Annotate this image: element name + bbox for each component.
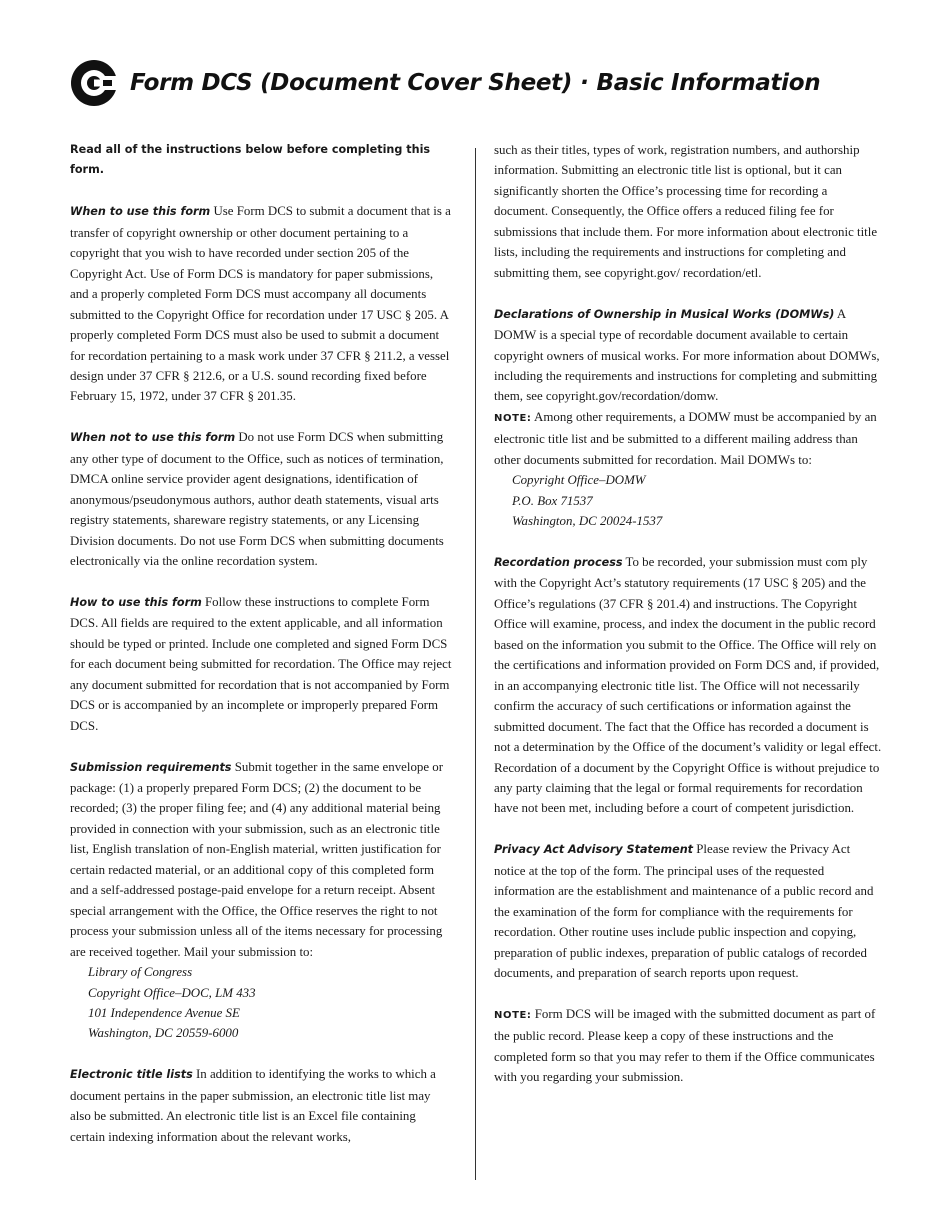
section-heading: Privacy Act Advisory Statement bbox=[494, 843, 694, 857]
intro-instruction: Read all of the instructions below before completing this form. bbox=[70, 143, 431, 177]
final-note bbox=[494, 1004, 884, 1088]
section-heading: Electronic title lists bbox=[70, 1068, 193, 1082]
note-label: NOTE: bbox=[494, 412, 532, 424]
electronic-title-lists-continued: such as their titles, types of work, registration numbers, and authorship information. Submitting an electronic title list is optional, but it can significantly shorten the Office’s processing time for recording a document. Consequently, the Office offers a reduced filing fee for submissions that include them. For more information about electronic title lists, including the requirements and instructions for completing and submitting them, see copyright.gov/ recordation/etl. bbox=[494, 143, 878, 280]
section-submission-requirements bbox=[70, 757, 452, 963]
section-how-to-use bbox=[70, 592, 452, 736]
section-heading: Submission requirements bbox=[70, 760, 232, 774]
domw-mailing-address bbox=[512, 470, 884, 531]
note-label: NOTE: bbox=[494, 1009, 532, 1021]
section-body: Submit together in the same envelope or package: (1) a properly prepared Form DCS; (2) the document to be recorded; (3) the proper filing fee; and (4) any additional material being provided in connection with your submission, such as an electronic title list, English translation of non-English material, written justification for certain redacted material, or an additional copy of this completed form and a self-addressed postage-paid envelope for a return receipt. Absent special arrangement with the Office, the Office reserves the right to not process your submission unless all of the items necessary for processing are received together. Mail your submission to: bbox=[70, 759, 444, 959]
left-column bbox=[70, 140, 452, 1168]
section-heading: How to use this form bbox=[70, 595, 202, 609]
domw-note bbox=[494, 407, 884, 470]
page-title bbox=[130, 70, 820, 96]
section-privacy-act bbox=[494, 839, 884, 983]
section-heading: Recordation process bbox=[494, 556, 623, 570]
address-line: Library of Congress bbox=[88, 965, 193, 980]
section-when-not-to-use bbox=[70, 427, 452, 571]
address-line: Copyright Office–DOC, LM 433 bbox=[88, 985, 256, 1000]
section-body: Use Form DCS to submit a document that is a transfer of copyright ownership or other document pertaining to a copyright that you wish to have recorded under section 205 of the Copyright Act. Use of Form DCS is mandatory for paper submissions, and a properly completed Form DCS must accompany all documents submitted to the Copyright Office for recordation under 17 USC § 205. A properly completed Form DCS must also be used to submit a document for recordation pertaining to a mask work under 37 CFR § 211.2, a vessel design under 37 CFR § 212.6, or a U.S. sound recording fixed before February 15, 1972, under 37 CFR § 201.35. bbox=[70, 204, 451, 404]
title-separator: · bbox=[580, 70, 589, 96]
note-body: Among other requirements, a DOMW must be accompanied by an electronic title list and be submitted to a different mailing address than other documents submitted for recordation. Mail DOMWs to: bbox=[494, 409, 877, 467]
copyright-office-logo-icon bbox=[70, 59, 118, 107]
address-line: Copyright Office–DOMW bbox=[512, 473, 646, 488]
address-line: Washington, DC 20559-6000 bbox=[88, 1026, 239, 1041]
title-sub: Basic Information bbox=[596, 70, 821, 96]
section-heading: Declarations of Ownership in Musical Works (DOMWs) bbox=[494, 307, 835, 321]
section-domw bbox=[494, 304, 884, 407]
note-body: Form DCS will be imaged with the submitted document as part of the public record. Please keep a copy of these instructions and the completed form so that you may refer to them if the Office communicates with you regarding your submission. bbox=[494, 1006, 876, 1085]
address-line: P.O. Box 71537 bbox=[512, 493, 593, 508]
section-body: In addition to identifying the works to which a document pertains in the paper submission, an electronic title list may also be submitted. An electronic title list is an Excel file containing certain indexing information about the relevant works, bbox=[70, 1067, 436, 1144]
section-recordation-process bbox=[494, 552, 884, 819]
section-heading: When to use this form bbox=[70, 205, 211, 219]
section-heading: When not to use this form bbox=[70, 431, 236, 445]
section-body: To be recorded, your submission must com ply with the Copyright Act’s statutory requirements (17 USC § 205) and the Office’s regulations (37 CFR § 201.4) and instructions. The Copyright Office will examine, process, and index the document in the public record based on the information you submit to the Office. The Office will rely on the certifications and information provided on Form DCS and, if provided, in an accompanying electronic title list. The Office will not necessarily confirm the accuracy of such certifications or information against the submitted document. The fact that the Office has recorded a document is not a determination by the Office of the document’s validity or legal effect. Recordation of a document by the Copyright Office is without prejudice to any party claiming that the legal or formal requirements for recordation have not been met, including before a court of competent jurisdiction. bbox=[494, 555, 882, 816]
section-body: Do not use Form DCS when submitting any other type of document to the Office, such as notices of termination, DMCA online service provider agent designations, identification of anonymous/pseudonymous authors, author death statements, visual arts registry statements, shareware registry statements, or any Licensing Division documents. Do not use Form DCS when submitting documents electronically via the online recordation system. bbox=[70, 430, 444, 569]
address-line: Washington, DC 20024-1537 bbox=[512, 514, 663, 529]
page-header bbox=[70, 58, 820, 108]
section-when-to-use bbox=[70, 201, 452, 407]
section-body: Follow these instructions to complete Form DCS. All fields are required to the extent applicable, and all information should be typed or printed. Include one completed and signed Form DCS for each document being submitted for recordation. The Office may reject any document submitted for recordation that is not accompanied by Form DCS or is accompanied by an incomplete or improperly prepared Form DCS. bbox=[70, 594, 452, 733]
section-electronic-title-lists bbox=[70, 1064, 452, 1147]
section-body: Please review the Privacy Act notice at the top of the form. The principal uses of the requested information are the establishment and maintenance of a public record and the examination of the form for compliance with the requirements for recordation. Other routine uses include public inspection and copying, preparation of public indexes, preparation of public catalogs of recorded documents, and preparation of search reports upon request. bbox=[494, 842, 874, 981]
column-divider bbox=[475, 148, 476, 1180]
title-main: Form DCS (Document Cover Sheet) bbox=[130, 70, 573, 96]
mailing-address bbox=[88, 962, 452, 1044]
right-column bbox=[494, 140, 884, 1108]
section-body: A DOMW is a special type of recordable document available to certain copyright owners of musical works. For more information about DOMWs, including the requirements and instructions for completing and submitting them, see copyright.gov/recordation/domw. bbox=[494, 306, 880, 404]
address-line: 101 Independence Avenue SE bbox=[88, 1005, 240, 1020]
